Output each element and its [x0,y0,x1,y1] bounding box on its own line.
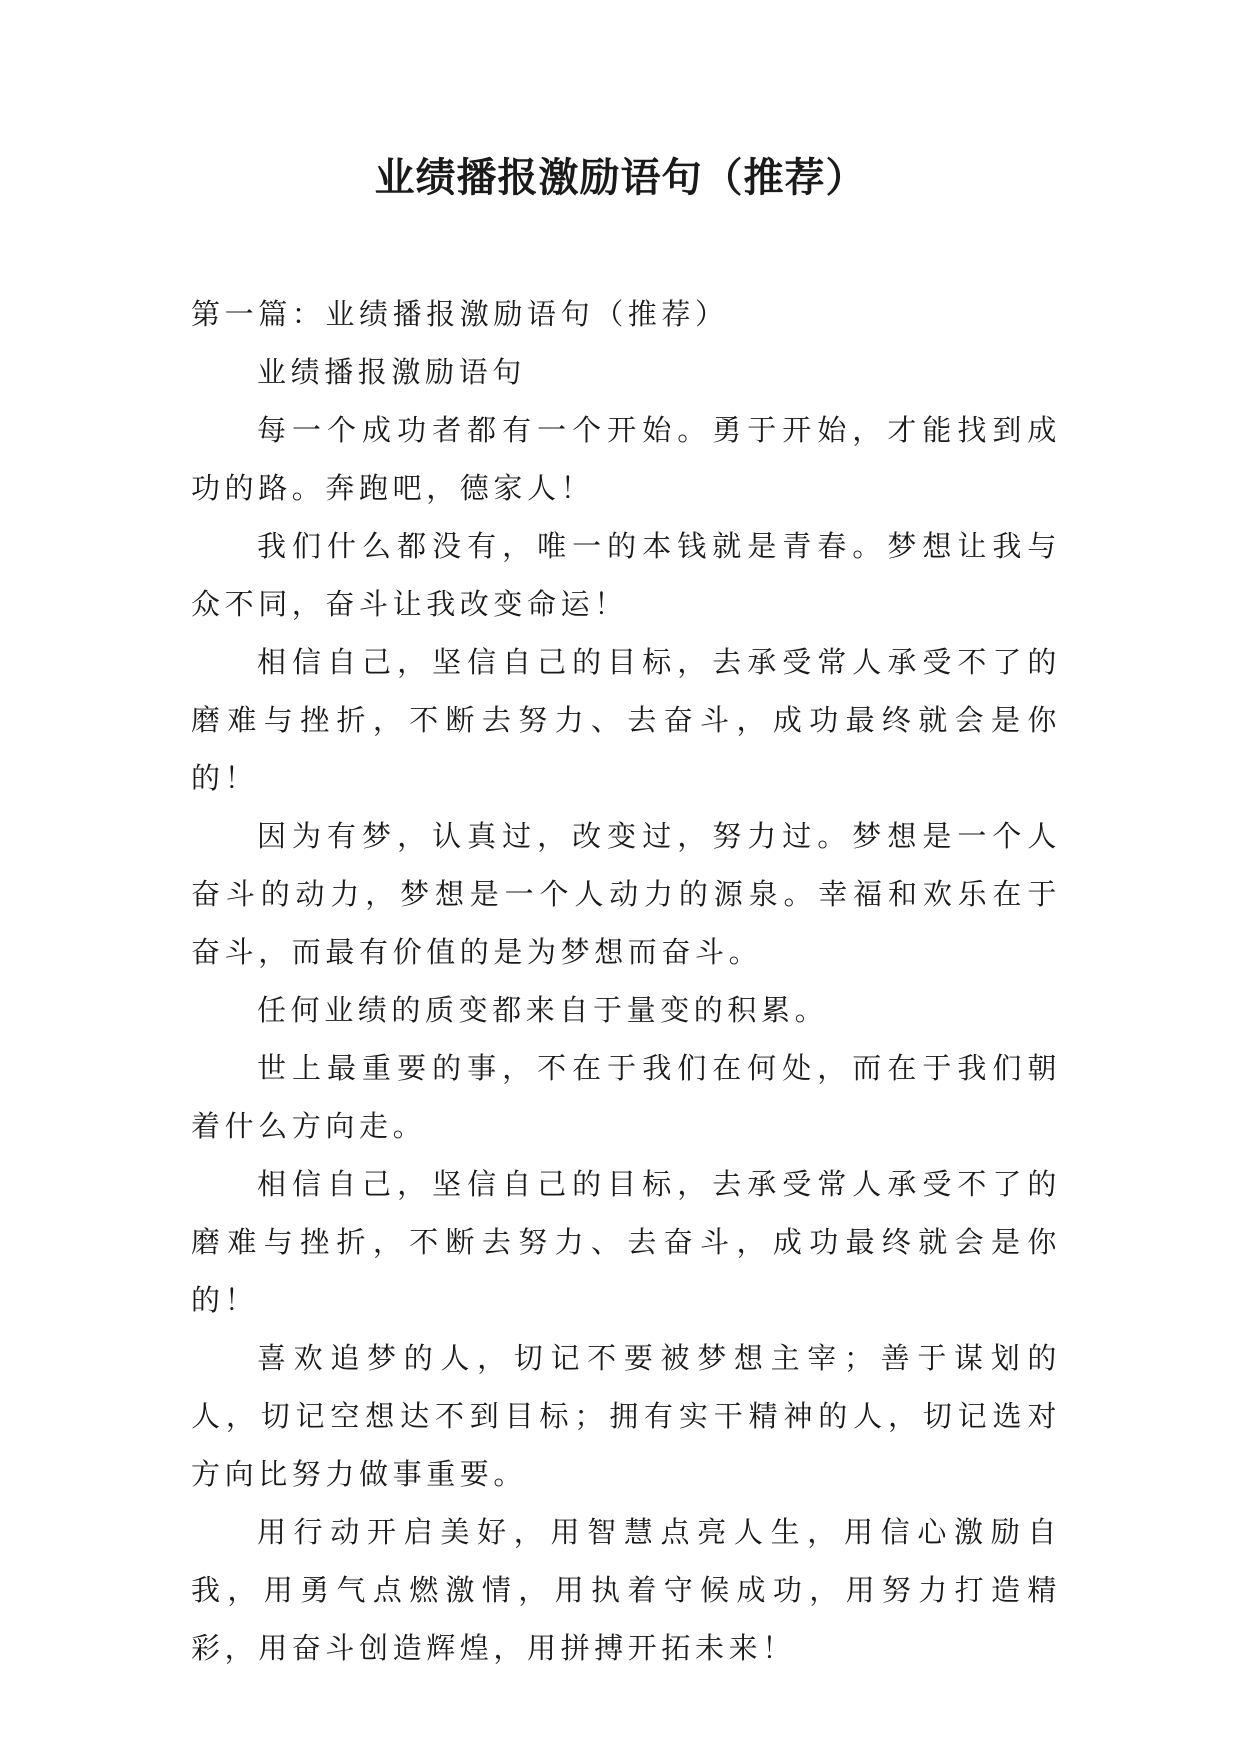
paragraph: 业绩播报激励语句 [257,355,526,389]
paragraph: 世上最重要的事，不在于我们在何处，而在于我们朝着什么方向走。 [191,1051,1061,1143]
paragraph: 喜欢追梦的人，切记不要被梦想主宰；善于谋划的人，切记空想达不到目标；拥有实干精神的人，切记选对方向比努力做事重要。 [191,1341,1061,1491]
paragraph: 任何业绩的质变都来自于量变的积累。 [257,993,829,1027]
paragraph: 每一个成功者都有一个开始。勇于开始，才能找到成功的路。奔跑吧，德家人！ [191,413,1061,505]
section-heading: 第一篇：业绩播报激励语句（推荐） [191,297,729,331]
document-title: 业绩播报激励语句（推荐） [374,155,867,201]
document-body [191,285,1061,1677]
paragraph: 用行动开启美好，用智慧点亮人生，用信心激励自我，用勇气点燃激情，用执着守候成功，用努力打造精彩，用奋斗创造辉煌，用拼搏开拓未来！ [191,1515,1061,1665]
paragraph: 相信自己，坚信自己的目标，去承受常人承受不了的磨难与挫折，不断去努力、去奋斗，成功最终就会是你的！ [191,1167,1061,1317]
paragraph: 相信自己，坚信自己的目标，去承受常人承受不了的磨难与挫折，不断去努力、去奋斗，成功最终就会是你的！ [191,645,1061,795]
paragraph: 我们什么都没有，唯一的本钱就是青春。梦想让我与众不同，奋斗让我改变命运！ [191,529,1061,621]
paragraph: 因为有梦，认真过，改变过，努力过。梦想是一个人奋斗的动力，梦想是一个人动力的源泉。幸福和欢乐在于奋斗，而最有价值的是为梦想而奋斗。 [191,819,1061,969]
